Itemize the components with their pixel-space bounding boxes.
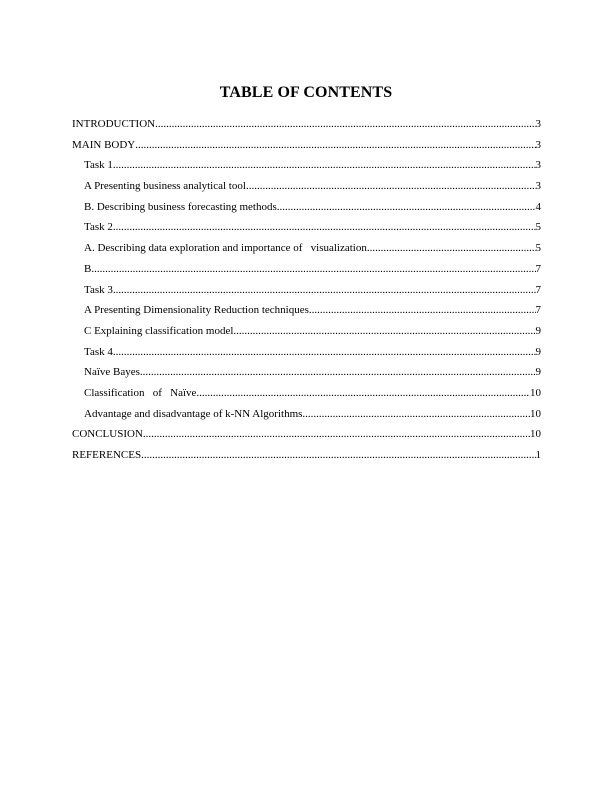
toc-entry-label: MAIN BODY xyxy=(72,138,136,151)
toc-page-number: 7 xyxy=(535,262,541,275)
toc-entry[interactable] xyxy=(72,345,541,366)
toc-entry[interactable] xyxy=(72,427,541,448)
toc-entry[interactable] xyxy=(72,262,541,283)
toc-entry[interactable] xyxy=(72,448,541,469)
toc-entry-label: Task 4 xyxy=(84,345,113,358)
toc-entry[interactable] xyxy=(72,386,541,407)
toc-dot-leader xyxy=(309,303,536,317)
toc-dot-leader xyxy=(113,220,536,234)
toc-dot-leader xyxy=(246,179,536,193)
toc-page-number: 10 xyxy=(530,407,541,420)
toc-entry[interactable] xyxy=(72,241,541,262)
toc-entry[interactable] xyxy=(72,158,541,179)
toc-dot-leader xyxy=(367,241,536,255)
toc-dot-leader xyxy=(196,386,530,400)
toc-page-number: 3 xyxy=(535,138,541,151)
toc-page-number: 5 xyxy=(535,221,541,234)
toc-entry[interactable] xyxy=(72,220,541,241)
toc-page-number: 7 xyxy=(535,304,541,317)
toc-dot-leader xyxy=(141,448,535,462)
toc-entry-label: A Presenting Dimensionality Reduction techniques xyxy=(84,304,309,317)
toc-entry-label: B. Describing business forecasting methods xyxy=(84,200,277,213)
toc-entry-label: Advantage and disadvantage of k-NN Algorithms xyxy=(84,407,303,420)
toc-entry-label: CONCLUSION xyxy=(72,428,143,441)
toc-entry-label: A. Describing data exploration and importance of visualization xyxy=(84,242,367,255)
toc-page-number: 5 xyxy=(535,242,541,255)
toc-dot-leader xyxy=(113,158,536,172)
toc-entry-label: Classification of Naïve xyxy=(84,386,197,399)
toc-entry[interactable] xyxy=(72,200,541,221)
toc-entry-label: Task 3 xyxy=(84,283,113,296)
toc-page-number: 3 xyxy=(535,180,541,193)
toc-entry-label: INTRODUCTION xyxy=(72,118,156,130)
toc-entry[interactable] xyxy=(72,179,541,200)
toc-dot-leader xyxy=(135,138,535,152)
toc-page-number: 10 xyxy=(530,428,541,441)
toc-dot-leader xyxy=(277,200,536,214)
toc-entry-label: REFERENCES xyxy=(72,449,142,461)
toc-dot-leader xyxy=(113,283,536,297)
toc-page-number: 4 xyxy=(535,200,541,213)
toc-entry-label: Task 2 xyxy=(84,221,113,234)
toc-page-number: 3 xyxy=(535,118,541,130)
toc-page-number: 9 xyxy=(535,324,541,337)
toc-page-number: 9 xyxy=(535,366,541,379)
toc-entry[interactable] xyxy=(72,283,541,304)
toc-dot-leader xyxy=(233,324,535,338)
toc-entry-label: C Explaining classification model xyxy=(84,324,234,337)
toc-dot-leader xyxy=(302,407,530,421)
toc-entry[interactable] xyxy=(72,365,541,386)
toc-page-number: 10 xyxy=(530,386,541,399)
toc-dot-leader xyxy=(155,117,535,131)
toc-dot-leader xyxy=(113,345,536,359)
toc-entry-label: B xyxy=(84,262,92,275)
toc-page-number: 9 xyxy=(535,345,541,358)
toc-page-number: 7 xyxy=(535,283,541,296)
toc-entry[interactable] xyxy=(72,117,541,138)
toc-entry[interactable] xyxy=(72,324,541,345)
toc-dot-leader xyxy=(91,262,535,276)
toc-list xyxy=(72,117,541,469)
toc-page-number: 3 xyxy=(535,159,541,172)
toc-dot-leader xyxy=(143,427,530,441)
toc-dot-leader xyxy=(140,365,536,379)
toc-entry[interactable] xyxy=(72,138,541,159)
toc-entry-label: A Presenting business analytical tool xyxy=(84,180,246,193)
page-title: TABLE OF CONTENTS xyxy=(219,84,393,101)
toc-page-number: 1 xyxy=(535,449,541,461)
toc-entry-label: Naïve Bayes xyxy=(84,366,140,379)
toc-entry-label: Task 1 xyxy=(84,159,113,172)
toc-entry[interactable] xyxy=(72,303,541,324)
toc-entry[interactable] xyxy=(72,407,541,428)
